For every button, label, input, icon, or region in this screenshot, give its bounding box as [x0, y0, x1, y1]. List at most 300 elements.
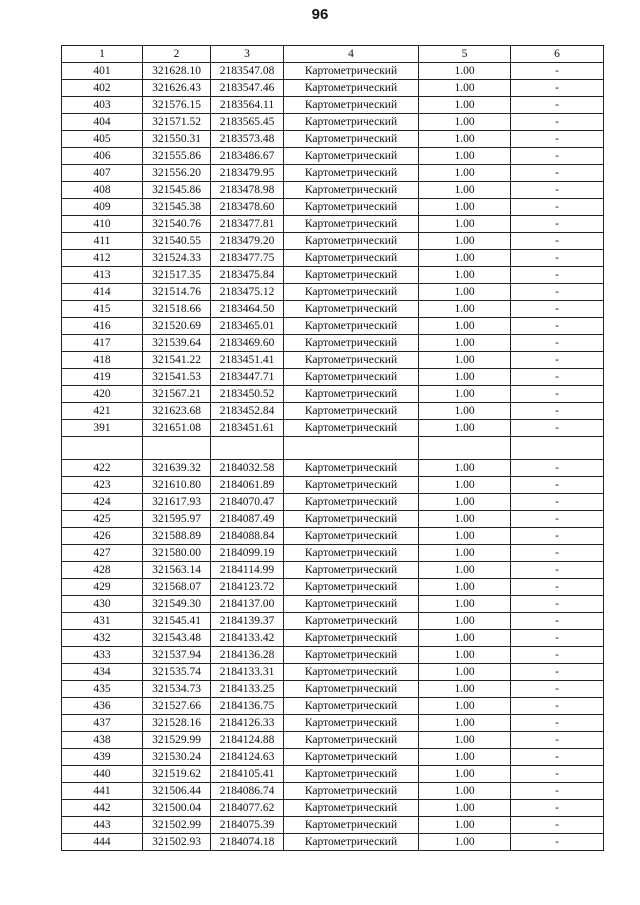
table-cell: 1.00: [419, 420, 511, 437]
table-cell: 321540.76: [143, 216, 211, 233]
table-cell: -: [511, 596, 604, 613]
table-cell: -: [511, 630, 604, 647]
table-cell: -: [511, 511, 604, 528]
table-cell: -: [511, 267, 604, 284]
table-cell: 411: [62, 233, 143, 250]
table-cell: -: [511, 80, 604, 97]
table-cell: 2184061.89: [211, 477, 284, 494]
table-cell: 434: [62, 664, 143, 681]
table-cell: [284, 437, 419, 460]
table-cell: -: [511, 284, 604, 301]
table-cell: 1.00: [419, 216, 511, 233]
table-cell: 418: [62, 352, 143, 369]
table-cell: 437: [62, 715, 143, 732]
table-cell: 1.00: [419, 834, 511, 851]
table-cell: 427: [62, 545, 143, 562]
table-cell: 321524.33: [143, 250, 211, 267]
table-cell: -: [511, 148, 604, 165]
table-row: [62, 369, 604, 386]
table-cell: 1.00: [419, 664, 511, 681]
table-cell: 2183464.50: [211, 301, 284, 318]
table-row: [62, 97, 604, 114]
table-cell: 321639.32: [143, 460, 211, 477]
table-cell: 419: [62, 369, 143, 386]
table-cell: Картометрический: [284, 250, 419, 267]
table-row: [62, 783, 604, 800]
table-cell: 2184133.31: [211, 664, 284, 681]
table-row: [62, 216, 604, 233]
table-cell: Картометрический: [284, 131, 419, 148]
table-cell: Картометрический: [284, 613, 419, 630]
table-cell: 2183479.95: [211, 165, 284, 182]
table-row: [62, 335, 604, 352]
column-header: 6: [511, 46, 604, 63]
table-cell: Картометрический: [284, 97, 419, 114]
table-cell: 321528.16: [143, 715, 211, 732]
table-cell: Картометрический: [284, 715, 419, 732]
table-row: [62, 477, 604, 494]
table-cell: Картометрический: [284, 749, 419, 766]
table-row: [62, 233, 604, 250]
table-cell: 2184124.88: [211, 732, 284, 749]
table-row: [62, 715, 604, 732]
table-cell: 405: [62, 131, 143, 148]
table-cell: -: [511, 165, 604, 182]
table-row: [62, 148, 604, 165]
table-cell: -: [511, 199, 604, 216]
table-cell: Картометрический: [284, 596, 419, 613]
table-cell: -: [511, 528, 604, 545]
table-cell: 1.00: [419, 386, 511, 403]
table-row: [62, 420, 604, 437]
coordinates-table: [61, 45, 604, 851]
table-cell: 321543.48: [143, 630, 211, 647]
table-cell: -: [511, 664, 604, 681]
table-cell: -: [511, 749, 604, 766]
table-cell: Картометрический: [284, 783, 419, 800]
table-row: [62, 511, 604, 528]
table-cell: -: [511, 131, 604, 148]
table-cell: Картометрический: [284, 698, 419, 715]
table-cell: 1.00: [419, 579, 511, 596]
table-row: [62, 352, 604, 369]
table-cell: Картометрический: [284, 630, 419, 647]
table-cell: 420: [62, 386, 143, 403]
table-cell: 321576.15: [143, 97, 211, 114]
table-cell: -: [511, 97, 604, 114]
table-cell: 321541.22: [143, 352, 211, 369]
table-cell: Картометрический: [284, 545, 419, 562]
table-row: [62, 494, 604, 511]
table-cell: 1.00: [419, 199, 511, 216]
table-cell: -: [511, 579, 604, 596]
table-cell: -: [511, 783, 604, 800]
table-cell: 2183465.01: [211, 318, 284, 335]
table-cell: 321628.10: [143, 63, 211, 80]
table-cell: -: [511, 681, 604, 698]
table-cell: 2183565.45: [211, 114, 284, 131]
table-cell: Картометрический: [284, 460, 419, 477]
table-cell: 1.00: [419, 596, 511, 613]
table-cell: 321541.53: [143, 369, 211, 386]
table-cell: 441: [62, 783, 143, 800]
table-row: [62, 698, 604, 715]
table-cell: Картометрический: [284, 267, 419, 284]
table-row: [62, 596, 604, 613]
table-cell: [419, 437, 511, 460]
table-cell: 1.00: [419, 233, 511, 250]
table-cell: 2183477.81: [211, 216, 284, 233]
table-cell: Картометрический: [284, 766, 419, 783]
table-row: [62, 63, 604, 80]
table-cell: Картометрический: [284, 318, 419, 335]
table-row: [62, 199, 604, 216]
table-cell: 403: [62, 97, 143, 114]
table-row: [62, 80, 604, 97]
table-cell: 1.00: [419, 301, 511, 318]
table-cell: -: [511, 182, 604, 199]
table-cell: -: [511, 250, 604, 267]
table-cell: 1.00: [419, 182, 511, 199]
table-cell: -: [511, 352, 604, 369]
table-cell: 1.00: [419, 267, 511, 284]
table-row: [62, 579, 604, 596]
table-cell: 321545.86: [143, 182, 211, 199]
table-cell: 1.00: [419, 165, 511, 182]
table-row: [62, 250, 604, 267]
column-header: 4: [284, 46, 419, 63]
table-row: [62, 403, 604, 420]
table-cell: 1.00: [419, 318, 511, 335]
table-cell: Картометрический: [284, 165, 419, 182]
table-cell: 321549.30: [143, 596, 211, 613]
table-cell: 321550.31: [143, 131, 211, 148]
table-cell: -: [511, 386, 604, 403]
table-cell: Картометрический: [284, 199, 419, 216]
table-cell: 2183447.71: [211, 369, 284, 386]
table-row: [62, 664, 604, 681]
table-row: [62, 386, 604, 403]
table-cell: Картометрический: [284, 579, 419, 596]
table-cell: Картометрический: [284, 403, 419, 420]
table-row: [62, 562, 604, 579]
table-cell: 2183547.08: [211, 63, 284, 80]
table-cell: 2184086.74: [211, 783, 284, 800]
table-cell: Картометрический: [284, 216, 419, 233]
table-cell: 2184105.41: [211, 766, 284, 783]
table-cell: 321610.80: [143, 477, 211, 494]
table-cell: 422: [62, 460, 143, 477]
table-cell: 1.00: [419, 494, 511, 511]
table-cell: 2183452.84: [211, 403, 284, 420]
table-cell: 321651.08: [143, 420, 211, 437]
table-cell: -: [511, 494, 604, 511]
table-cell: 1.00: [419, 511, 511, 528]
table-cell: 321500.04: [143, 800, 211, 817]
table-cell: 2183547.46: [211, 80, 284, 97]
table-cell: Картометрический: [284, 664, 419, 681]
table-cell: 2183477.75: [211, 250, 284, 267]
column-header: 2: [143, 46, 211, 63]
table-cell: 2183478.98: [211, 182, 284, 199]
table-cell: Картометрический: [284, 335, 419, 352]
table-row: [62, 766, 604, 783]
table-cell: 435: [62, 681, 143, 698]
table-cell: 438: [62, 732, 143, 749]
table-row: [62, 834, 604, 851]
table-cell: Картометрический: [284, 647, 419, 664]
table-cell: 1.00: [419, 528, 511, 545]
table-cell: 428: [62, 562, 143, 579]
table-cell: 1.00: [419, 766, 511, 783]
table-cell: 321563.14: [143, 562, 211, 579]
column-header: 3: [211, 46, 284, 63]
table-cell: 409: [62, 199, 143, 216]
table-cell: 417: [62, 335, 143, 352]
table-cell: 404: [62, 114, 143, 131]
table-cell: 1.00: [419, 369, 511, 386]
table-cell: 2183475.12: [211, 284, 284, 301]
table-cell: 321580.00: [143, 545, 211, 562]
table-row: [62, 545, 604, 562]
table-cell: -: [511, 369, 604, 386]
table-cell: Картометрический: [284, 511, 419, 528]
table-cell: -: [511, 216, 604, 233]
table-cell: 430: [62, 596, 143, 613]
table-cell: 2183475.84: [211, 267, 284, 284]
table-cell: 321571.52: [143, 114, 211, 131]
table-cell: 1.00: [419, 800, 511, 817]
table-cell: 2184114.99: [211, 562, 284, 579]
table-cell: 1.00: [419, 284, 511, 301]
table-cell: 1.00: [419, 613, 511, 630]
table-cell: -: [511, 613, 604, 630]
table-cell: 439: [62, 749, 143, 766]
table-cell: 423: [62, 477, 143, 494]
table-cell: 2184075.39: [211, 817, 284, 834]
table-row: [62, 800, 604, 817]
table-cell: 1.00: [419, 630, 511, 647]
table-cell: Картометрический: [284, 80, 419, 97]
table-cell: 321539.64: [143, 335, 211, 352]
table-cell: 1.00: [419, 545, 511, 562]
table-cell: 2184070.47: [211, 494, 284, 511]
table-row: [62, 301, 604, 318]
table-cell: 321617.93: [143, 494, 211, 511]
table-cell: -: [511, 766, 604, 783]
table-row: [62, 165, 604, 182]
table-cell: 432: [62, 630, 143, 647]
table-cell: 406: [62, 148, 143, 165]
table-cell: Картометрический: [284, 817, 419, 834]
table-cell: Картометрический: [284, 148, 419, 165]
table-cell: Картометрический: [284, 386, 419, 403]
table-cell: 2183486.67: [211, 148, 284, 165]
table-row: [62, 647, 604, 664]
table-row: [62, 267, 604, 284]
table-cell: 2184077.62: [211, 800, 284, 817]
table-cell: [511, 437, 604, 460]
table-row: [62, 182, 604, 199]
table-cell: 321555.86: [143, 148, 211, 165]
table-cell: 2183469.60: [211, 335, 284, 352]
table-row: [62, 749, 604, 766]
table-cell: 1.00: [419, 715, 511, 732]
table-row: [62, 817, 604, 834]
table-cell: 1.00: [419, 562, 511, 579]
table-cell: 1.00: [419, 647, 511, 664]
table-cell: Картометрический: [284, 477, 419, 494]
table-separator-row: [62, 437, 604, 460]
page-number: 96: [311, 6, 329, 23]
column-header: 5: [419, 46, 511, 63]
table-cell: [143, 437, 211, 460]
table-cell: 321529.99: [143, 732, 211, 749]
table-cell: 1.00: [419, 97, 511, 114]
table-cell: 1.00: [419, 335, 511, 352]
table-cell: 321502.99: [143, 817, 211, 834]
table-cell: 391: [62, 420, 143, 437]
table-cell: Картометрический: [284, 420, 419, 437]
table-cell: Картометрический: [284, 352, 419, 369]
table-cell: 321540.55: [143, 233, 211, 250]
table-cell: 321518.66: [143, 301, 211, 318]
table-cell: 2184032.58: [211, 460, 284, 477]
table-row: [62, 630, 604, 647]
table-cell: Картометрический: [284, 681, 419, 698]
table-cell: Картометрический: [284, 233, 419, 250]
table-row: [62, 460, 604, 477]
table-cell: Картометрический: [284, 284, 419, 301]
table-cell: Картометрический: [284, 182, 419, 199]
table-cell: 2184133.42: [211, 630, 284, 647]
table-cell: 414: [62, 284, 143, 301]
table-cell: 2184074.18: [211, 834, 284, 851]
table-cell: 321567.21: [143, 386, 211, 403]
table-cell: 321545.41: [143, 613, 211, 630]
table-cell: 1.00: [419, 681, 511, 698]
table-cell: Картометрический: [284, 63, 419, 80]
table-cell: 443: [62, 817, 143, 834]
table-cell: 2183478.60: [211, 199, 284, 216]
table-cell: 2183479.20: [211, 233, 284, 250]
table-cell: Картометрический: [284, 369, 419, 386]
table-cell: 2183564.11: [211, 97, 284, 114]
table-cell: 1.00: [419, 460, 511, 477]
table-cell: 1.00: [419, 749, 511, 766]
table-cell: -: [511, 545, 604, 562]
table-row: [62, 318, 604, 335]
table-cell: Картометрический: [284, 528, 419, 545]
table-cell: 413: [62, 267, 143, 284]
table-cell: -: [511, 477, 604, 494]
table-cell: 2183450.52: [211, 386, 284, 403]
table-cell: 431: [62, 613, 143, 630]
table-cell: 421: [62, 403, 143, 420]
table-cell: Картометрический: [284, 301, 419, 318]
table-cell: 1.00: [419, 114, 511, 131]
table-cell: 2184099.19: [211, 545, 284, 562]
table-cell: 436: [62, 698, 143, 715]
table-cell: -: [511, 817, 604, 834]
table-cell: 321623.68: [143, 403, 211, 420]
table-cell: Картометрический: [284, 732, 419, 749]
table-row: [62, 613, 604, 630]
table-cell: 321517.35: [143, 267, 211, 284]
table-cell: 2184087.49: [211, 511, 284, 528]
table-row: [62, 528, 604, 545]
table-cell: 401: [62, 63, 143, 80]
table-cell: 408: [62, 182, 143, 199]
table-cell: 321506.44: [143, 783, 211, 800]
table-cell: -: [511, 732, 604, 749]
table-cell: 2184139.37: [211, 613, 284, 630]
table-cell: 426: [62, 528, 143, 545]
table-cell: 1.00: [419, 352, 511, 369]
table-cell: 1.00: [419, 403, 511, 420]
table-cell: -: [511, 233, 604, 250]
table-cell: -: [511, 114, 604, 131]
table-header-row: [62, 46, 604, 63]
table-cell: -: [511, 562, 604, 579]
table-cell: 2183573.48: [211, 131, 284, 148]
table-cell: 2184136.75: [211, 698, 284, 715]
table-cell: 440: [62, 766, 143, 783]
table-cell: 402: [62, 80, 143, 97]
table-cell: 1.00: [419, 698, 511, 715]
table-cell: 433: [62, 647, 143, 664]
table-cell: Картометрический: [284, 800, 419, 817]
table-cell: 321534.73: [143, 681, 211, 698]
table-cell: -: [511, 460, 604, 477]
table-cell: 1.00: [419, 80, 511, 97]
table-cell: Картометрический: [284, 494, 419, 511]
table-cell: -: [511, 63, 604, 80]
table-cell: 1.00: [419, 131, 511, 148]
table-row: [62, 732, 604, 749]
table-cell: 321530.24: [143, 749, 211, 766]
table-cell: 1.00: [419, 817, 511, 834]
table-cell: 1.00: [419, 148, 511, 165]
table-cell: 321556.20: [143, 165, 211, 182]
table-cell: 2184124.63: [211, 749, 284, 766]
table-cell: 2184088.84: [211, 528, 284, 545]
table-cell: 321535.74: [143, 664, 211, 681]
table-cell: Картометрический: [284, 834, 419, 851]
table-cell: 410: [62, 216, 143, 233]
table-cell: 321519.62: [143, 766, 211, 783]
table-cell: 2183451.61: [211, 420, 284, 437]
table-cell: Картометрический: [284, 562, 419, 579]
table-cell: 444: [62, 834, 143, 851]
table-cell: 321502.93: [143, 834, 211, 851]
table-row: [62, 131, 604, 148]
table-cell: 321545.38: [143, 199, 211, 216]
table-cell: 2184133.25: [211, 681, 284, 698]
table-cell: 407: [62, 165, 143, 182]
table-cell: [62, 437, 143, 460]
table-cell: -: [511, 698, 604, 715]
table-cell: 321527.66: [143, 698, 211, 715]
table-cell: -: [511, 403, 604, 420]
table-cell: 2184123.72: [211, 579, 284, 596]
table-cell: -: [511, 420, 604, 437]
table-cell: 321514.76: [143, 284, 211, 301]
table-cell: 321595.97: [143, 511, 211, 528]
table-cell: -: [511, 318, 604, 335]
table-cell: 1.00: [419, 63, 511, 80]
table-cell: 1.00: [419, 732, 511, 749]
